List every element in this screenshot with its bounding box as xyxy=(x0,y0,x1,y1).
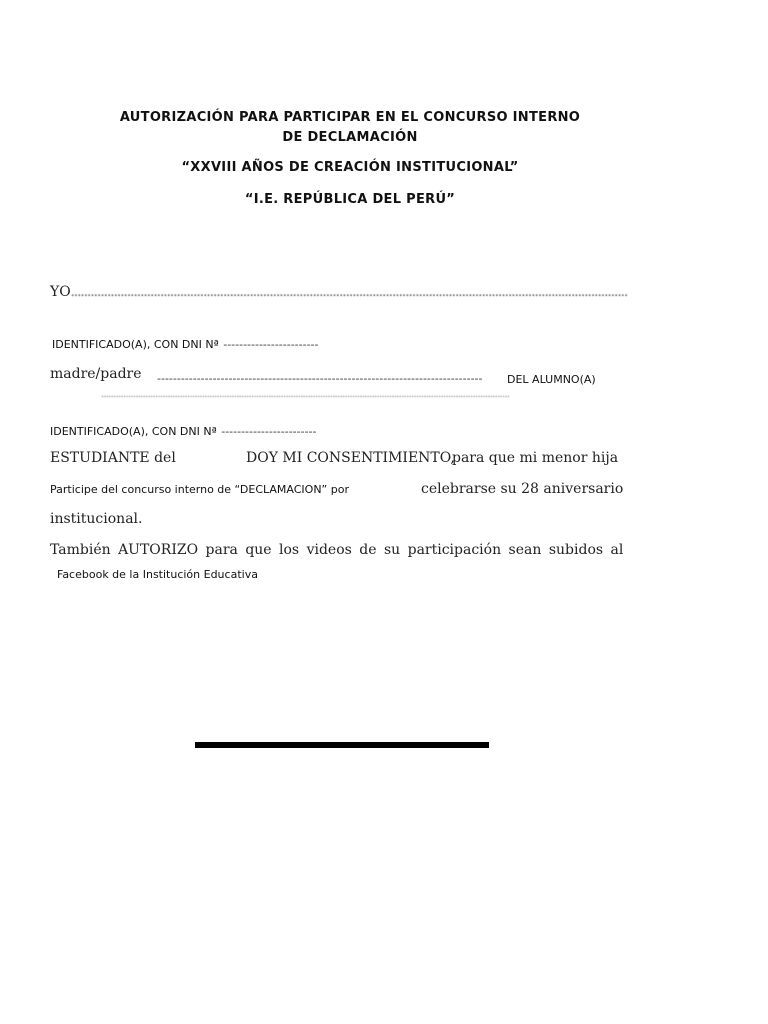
alumno-fill-line: ...................................................................................................................................................................... xyxy=(101,390,510,400)
madre-padre-label: madre/padre xyxy=(50,366,142,382)
dni-row-1 xyxy=(52,335,319,353)
dni-fill-2: ------------------------ xyxy=(221,425,317,438)
facebook-text: Facebook de la Institución Educativa xyxy=(57,568,258,581)
yo-label: YO xyxy=(50,284,71,300)
tambien-autorizo-text: También AUTORIZO para que los videos de su participación sean subidos al xyxy=(50,542,624,558)
del-alumno-label: DEL ALUMNO(A) xyxy=(507,373,596,386)
dni-label-2: IDENTIFICADO(A), CON DNI Nª xyxy=(50,425,217,438)
yo-row xyxy=(50,283,628,301)
estudiante-label: ESTUDIANTE del xyxy=(50,450,176,466)
celebrarse-text: celebrarse su 28 aniversario xyxy=(421,481,624,497)
signature-line xyxy=(195,742,489,748)
institucional-text: institucional. xyxy=(50,511,143,527)
title-line-1: AUTORIZACIÓN PARA PARTICIPAR EN EL CONCURSO INTERNO xyxy=(119,110,581,125)
participe-text: Participe del concurso interno de “DECLAMACION” por xyxy=(50,483,349,496)
yo-fill-line: ........................................................................................................................................................................ xyxy=(70,285,628,299)
subtitle-school: “I.E. REPÚBLICA DEL PERÚ” xyxy=(244,192,456,207)
madre-padre-fill: ---------------------------------------------------------------------------------- xyxy=(157,372,483,385)
para-que-text: para que mi menor hija xyxy=(452,450,619,466)
dni-row-2 xyxy=(50,422,317,440)
dni-label-1: IDENTIFICADO(A), CON DNI Nª xyxy=(52,338,219,351)
dni-fill-1: ------------------------ xyxy=(223,338,319,351)
title-line-2: DE DECLAMACIÓN xyxy=(282,130,418,145)
subtitle-anniversary: “XXVIII AÑOS DE CREACIÓN INSTITUCIONAL” xyxy=(181,160,519,175)
consentimiento-text: DOY MI CONSENTIMIENTO, xyxy=(246,450,455,466)
